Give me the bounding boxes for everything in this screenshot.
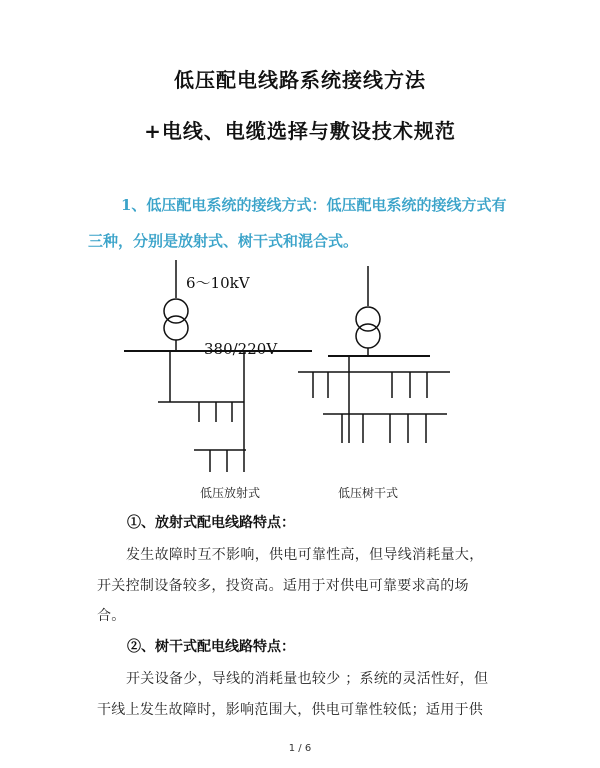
document-title-line2: +电线、电缆选择与敷设技术规范 xyxy=(144,119,456,143)
trunk-branch-upper xyxy=(298,372,450,398)
radial-feeder-primary xyxy=(158,351,244,422)
intro-line2: 三种，分别是放射式、树干式和混合式。 xyxy=(88,232,359,250)
trunk-branch-lower xyxy=(323,414,447,443)
wiring-diagram-svg xyxy=(110,258,490,508)
intro-line1: 1、低压配电系统的接线方式：低压配电系统的接线方式有 xyxy=(121,196,507,214)
voltage-high-label: 6～10kV xyxy=(186,274,250,292)
section-trunk-line2: 干线上发生故障时，影响范围大，供电可靠性较低；适用于供 xyxy=(97,702,484,718)
section-radial-line2: 开关控制设备较多，投资高。适用于对供电可靠要求高的场 xyxy=(97,578,469,594)
section-trunk-heading: ②、树干式配电线路特点： xyxy=(127,639,295,655)
wiring-diagram xyxy=(110,258,490,508)
section-radial-heading: ①、放射式配电线路特点： xyxy=(127,515,295,531)
voltage-low-label: 380/220V xyxy=(204,340,278,358)
caption-trunk: 低压树干式 xyxy=(338,486,399,500)
page-number: 1 / 6 xyxy=(288,743,312,754)
document-title-line1: 低压配电线路系统接线方法 xyxy=(174,68,426,92)
radial-feeder-secondary xyxy=(194,351,246,472)
section-radial-line1: 发生故障时互不影响，供电可靠性高，但导线消耗量大， xyxy=(126,547,484,563)
section-radial-line3: 合。 xyxy=(97,608,126,624)
section-trunk-line1: 开关设备少，导线的消耗量也较少 ；系统的灵活性好，但 xyxy=(126,671,489,687)
trunk-transformer-icon xyxy=(356,266,380,356)
radial-transformer-icon xyxy=(164,260,188,351)
caption-radial: 低压放射式 xyxy=(200,486,261,500)
